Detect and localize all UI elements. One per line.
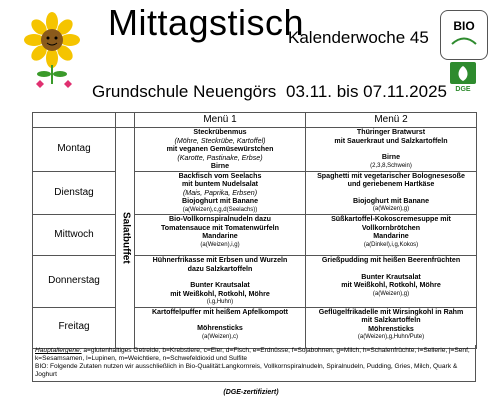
dish-detail: (Karotte, Pastinake, Erbse) [177, 153, 263, 162]
side-salad-detail: mit Weißkohl, Rotkohl, Möhre [170, 289, 270, 298]
dish-name: Steckrübenmus [193, 128, 247, 136]
side-dish: Möhrensticks [197, 324, 243, 332]
allergen-codes: (a(Weizen),c) [202, 333, 238, 340]
dge-logo-icon [440, 62, 486, 92]
dish-side: mit veganen Gemüsewürstchen [166, 145, 274, 153]
dish-side: dazu Salzkartoffeln [187, 264, 253, 273]
day-tuesday: Dienstag [33, 171, 116, 215]
menu2-wednesday [306, 215, 477, 256]
menu1-wednesday [135, 215, 306, 256]
dge-certified-note: (DGE-zertifiziert) [223, 389, 279, 396]
day-friday: Freitag [33, 307, 116, 348]
dish-name: Bio-Vollkornspiralnudeln dazu [169, 215, 271, 223]
allergen-codes: (i,g,Huhn) [206, 299, 234, 305]
dish-name: Grießpudding mit heißen Beerenfrüchten [321, 256, 461, 264]
side-salad: Bunter Krautsalat [190, 281, 250, 289]
dish-side: Tomatensauce mit Tomatenwürfeln [161, 223, 279, 232]
menu2-header: Menü 2 [306, 113, 477, 128]
dish-name: Backfisch vom Seelachs [178, 171, 262, 180]
allergen-codes: (a(Weizen),g) [372, 206, 410, 212]
day-monday: Montag [33, 128, 116, 172]
dish-detail: (Mais, Paprika, Erbsen) [182, 188, 258, 197]
salat-buffet-label: Salatbuffet [120, 211, 132, 264]
allergen-heading: Hauptallergene: [35, 347, 82, 354]
dish-side: mit Salzkartoffeln [361, 316, 421, 324]
dish-side: mit Sauerkraut und Salzkartoffeln [334, 136, 448, 145]
dish-name: Kartoffelpuffer mit heißem Apfelkompott [151, 307, 289, 316]
dish-name: Spaghetti mit vegetarischer Bolognesesoße [317, 171, 465, 180]
dessert: Birne [210, 162, 230, 170]
bio-seal-leaf-icon [449, 33, 479, 47]
dish-side: mit buntem Nudelsalat [181, 180, 259, 188]
side-dish: Möhrensticks [368, 324, 414, 333]
menu2-tuesday [306, 171, 477, 215]
day-thursday: Donnerstag [33, 256, 116, 308]
menu2-thursday [306, 256, 477, 308]
bio-seal-label: BIO [453, 19, 475, 33]
side-salad-detail: mit Weißkohl, Rotkohl, Möhre [341, 281, 441, 289]
allergen-codes: (a(Weizen),c,g,d(Seelachs)) [182, 206, 258, 213]
school-name: Grundschule Neuengörs [92, 82, 277, 101]
dish-name: Geflügelfrikadelle mit Wirsingkohl in Rahm [318, 307, 464, 316]
calendar-week: Kalenderwoche 45 [288, 28, 429, 47]
menu1-tuesday [135, 171, 306, 215]
menu2-friday [306, 307, 477, 348]
dessert: Mandarine [373, 232, 409, 240]
dish-name: Süßkartoffel-Kokoscremesuppe mit [331, 215, 451, 223]
allergen-codes: (a(Weizen),i,g) [200, 241, 240, 248]
allergen-codes: (a(Weizen),g) [372, 290, 410, 297]
bio-note: BIO: Folgende Zutaten nutzen wir ausschließlich in Bio-Qualität:Langkornreis, Vollkornspiralnudeln, Spiralnudeln, Pudding, Gries, Milch, Quark & Joghurt [35, 363, 458, 378]
dessert: Mandarine [202, 232, 238, 240]
dish-name: Thüringer Bratwurst [356, 128, 426, 136]
allergen-legend: a=glutenhaltiges Getreide, b=Krebstiere, c=Eier, d=Fisch, e=Erdnüsse, f=Sojabohnen, g=Milch, h=Schalenfrüchte, i=Sellerie, j=Senf, k=Sesamsamen, l=Lupinen, m=Weichtiere, n=Schwefeldioxid und Sulfite [35, 347, 470, 362]
dish-name: Hühnerfrikasse mit Erbsen und Wurzeln [152, 256, 288, 264]
menu2-monday [306, 128, 477, 172]
menu1-friday [135, 307, 306, 348]
dish-side: und geriebenem Hartkäse [347, 180, 435, 188]
allergen-codes: (a(Weizen),g,Huhn/Pute) [357, 334, 425, 340]
notes-box [32, 345, 476, 382]
menu1-thursday [135, 256, 306, 308]
page-title: Mittagstisch [108, 2, 305, 43]
menu1-monday [135, 128, 306, 172]
dessert: Birne [381, 153, 401, 161]
menu-table [32, 112, 477, 349]
sunflower-logo [14, 10, 90, 92]
bio-seal-icon [440, 10, 488, 60]
dge-label: DGE [455, 86, 471, 92]
menu1-header: Menü 1 [135, 113, 306, 128]
allergen-codes: (a(Dinkel),i,g,Kokos) [363, 241, 419, 248]
day-wednesday: Mittwoch [33, 215, 116, 256]
dessert: Biojoghurt mit Banane [352, 196, 430, 205]
date-range: 03.11. bis 07.11.2025 [286, 82, 448, 101]
dish-side: Vollkornbrötchen [361, 223, 421, 232]
dish-detail: (Möhre, Steckrübe, Kartoffel) [174, 136, 266, 145]
salat-buffet [116, 128, 135, 349]
salat-head-cell [116, 113, 135, 128]
side-salad: Bunter Krautsalat [361, 272, 421, 281]
corner-cell [33, 113, 116, 128]
dessert: Biojoghurt mit Banane [181, 197, 259, 205]
allergen-codes: (2,3,8,Schwein) [370, 162, 412, 169]
